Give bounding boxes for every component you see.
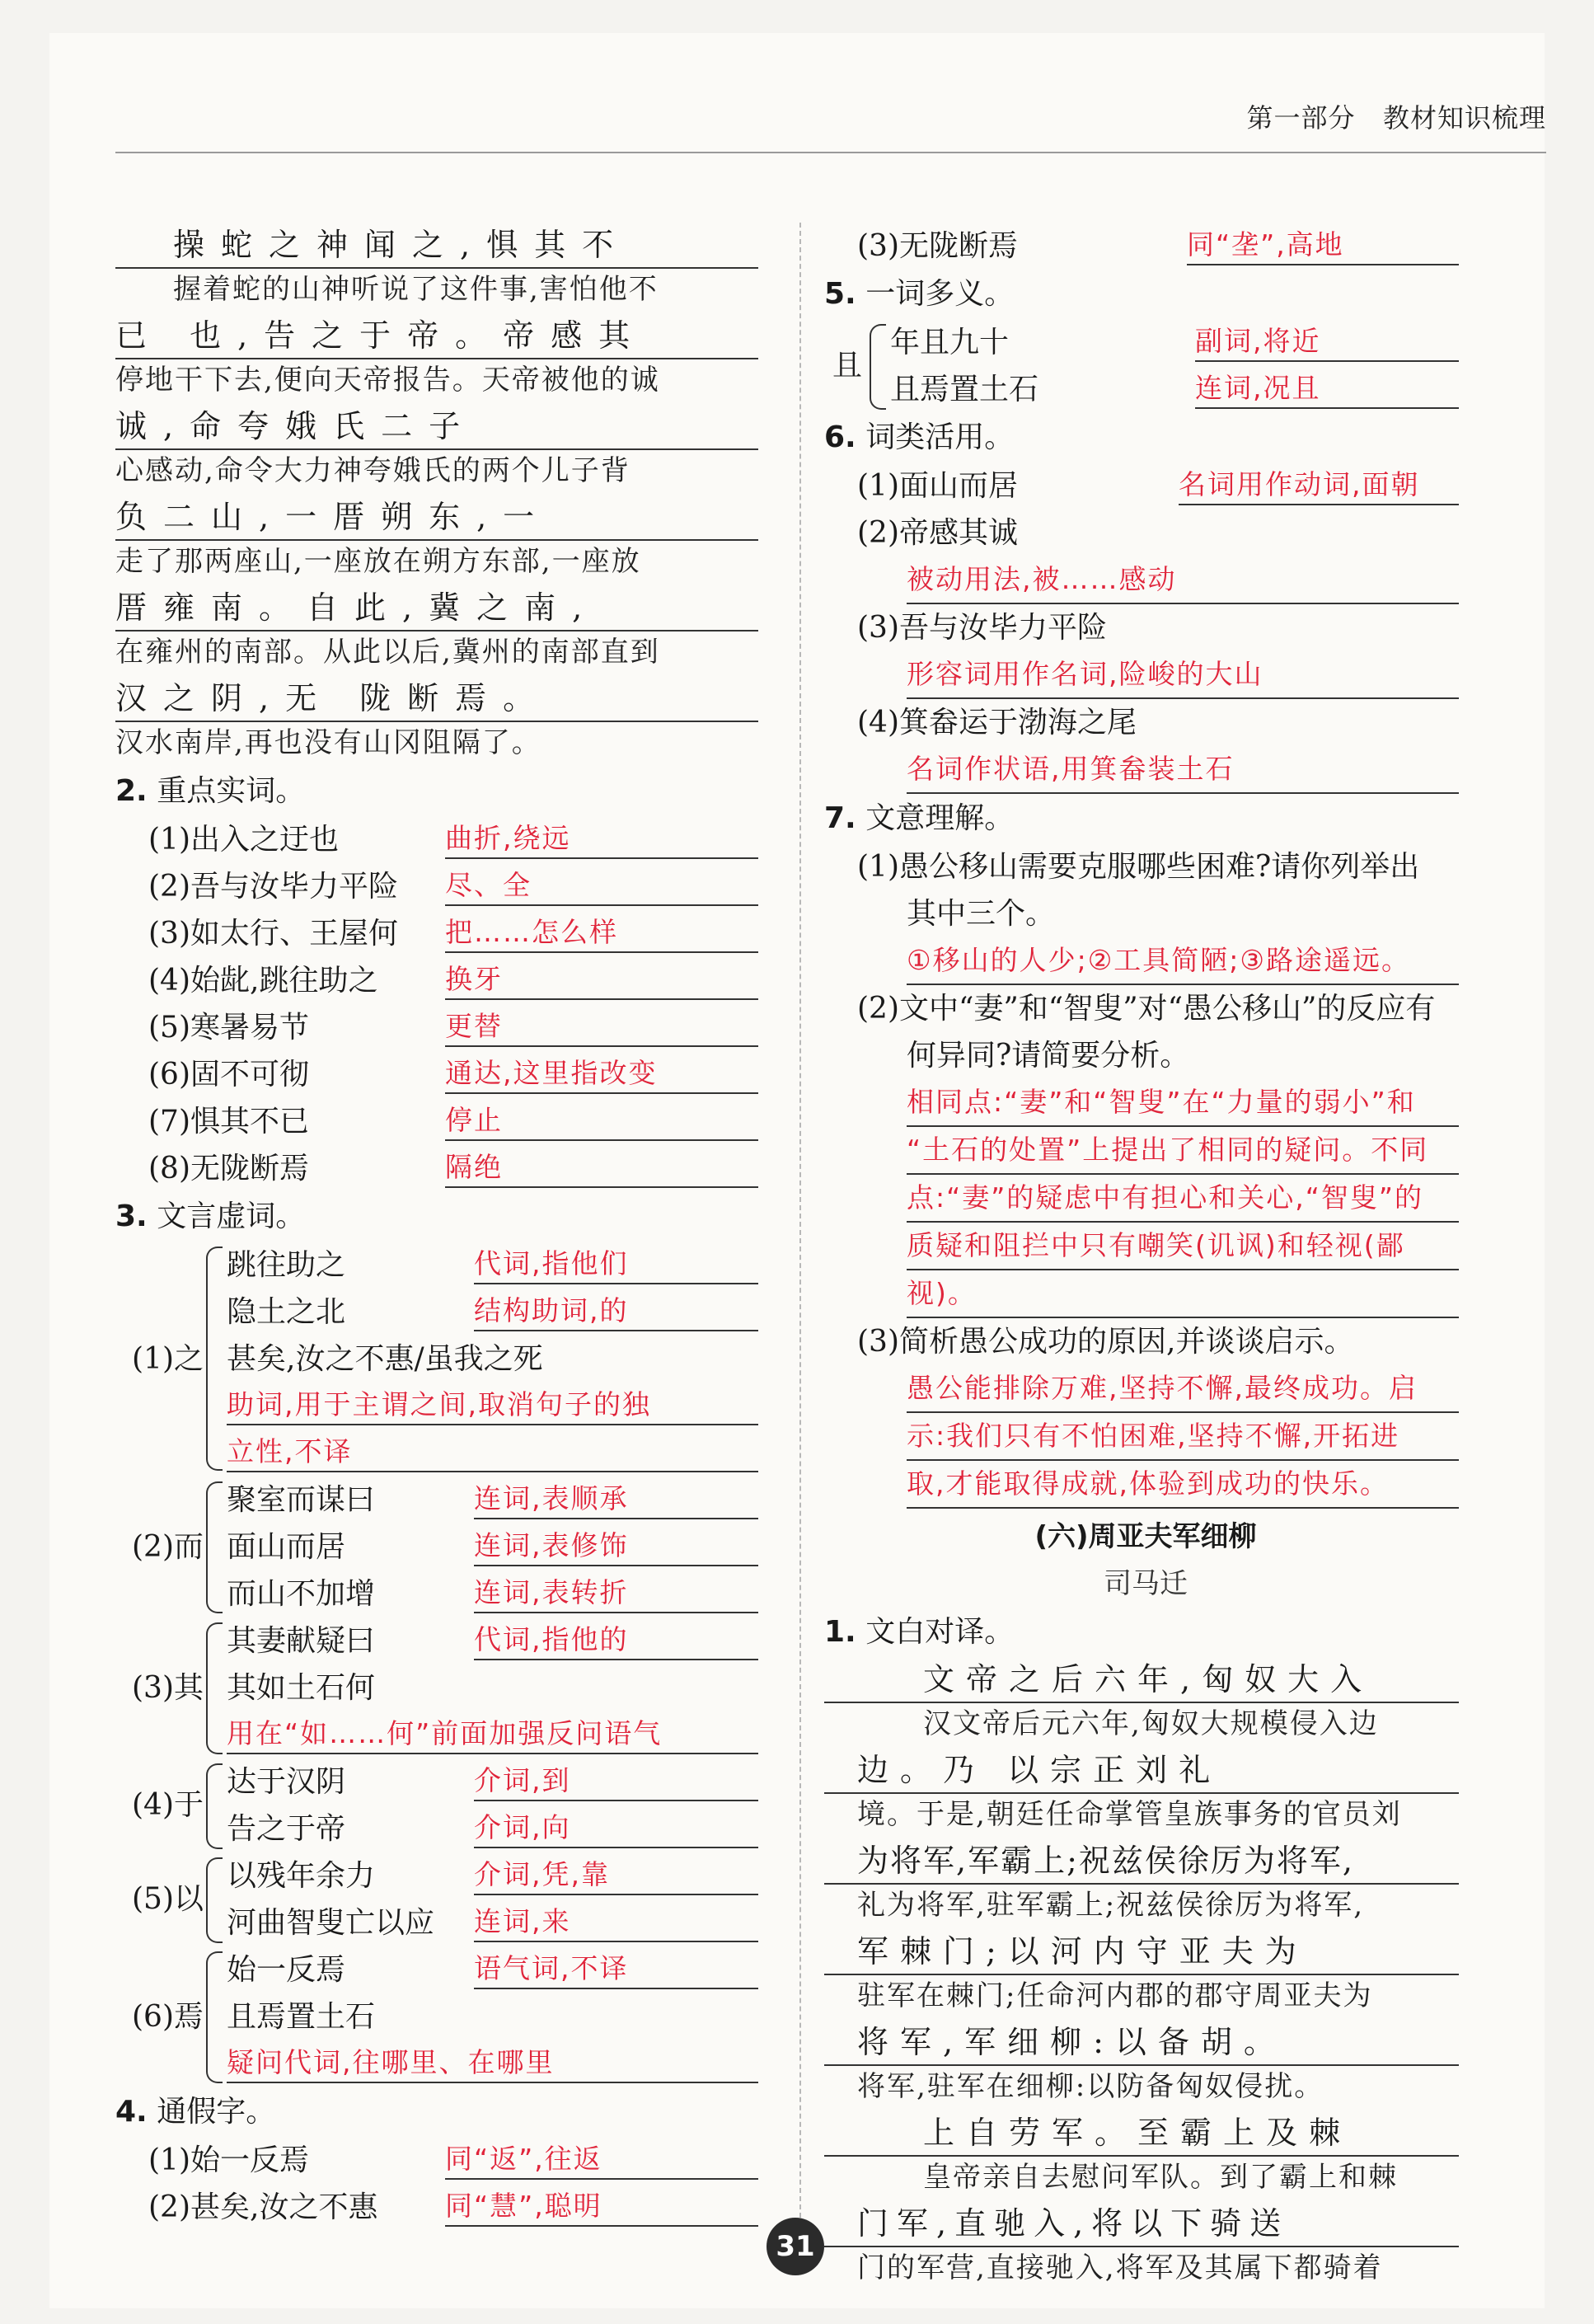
answer-line: 介词,到 bbox=[474, 1758, 758, 1801]
group-row bbox=[227, 1617, 767, 1664]
section-number: 2. bbox=[115, 774, 148, 808]
answer-line: 助词,用于主谓之间,取消句子的独 bbox=[227, 1383, 758, 1425]
question-text: (1)出入之迂也 bbox=[148, 823, 339, 857]
section-number: 3. bbox=[115, 1200, 148, 1233]
question-text: (1)面山而居 bbox=[857, 469, 1018, 503]
answer-line: 疑问代词,往哪里、在哪里 bbox=[227, 2040, 758, 2083]
brace bbox=[206, 1481, 223, 1613]
answer-line: 连词,表顺承 bbox=[474, 1477, 758, 1519]
answer-line: 用在“如……何”前面加强反问语气 bbox=[227, 1711, 758, 1754]
passage-original-line: 负二山,一厝朔东,一 bbox=[115, 495, 758, 541]
answer-line: 视)。 bbox=[907, 1270, 1459, 1318]
group-row bbox=[227, 1711, 767, 1758]
passage-original-line: 上自劳军。至霸上及棘 bbox=[824, 2110, 1459, 2157]
passage-translation-line: 汉文帝后元六年,匈奴大规模侵入边 bbox=[923, 1707, 1379, 1740]
brace bbox=[206, 1857, 223, 1943]
answer-line: 示:我们只有不怕困难,坚持不懈,开拓进 bbox=[907, 1413, 1459, 1461]
header-rule bbox=[115, 152, 1546, 153]
question-text: (3)如太行、王屋何 bbox=[148, 917, 398, 951]
brace bbox=[206, 1622, 223, 1754]
answer-line: 名词作状语,用箕畚装土石 bbox=[907, 746, 1459, 794]
question-text: 聚室而谋曰 bbox=[227, 1483, 376, 1517]
list-item bbox=[115, 1098, 767, 1145]
answer-line: 名词用作动词,面朝 bbox=[1179, 462, 1459, 505]
list-item bbox=[115, 957, 767, 1004]
question-text: 告之于帝 bbox=[227, 1812, 346, 1846]
group-row bbox=[227, 1805, 767, 1852]
function-word-group bbox=[132, 1852, 767, 1946]
question-text: (3)简析愚公成功的原因,并谈谈启示。 bbox=[857, 1325, 1354, 1359]
question-text: 何异同?请简要分析。 bbox=[907, 1039, 1190, 1073]
group-label: (5)以 bbox=[132, 1882, 204, 1916]
passage-translation-line: 在雍州的南部。从此以后,冀州的南部直到 bbox=[115, 636, 660, 669]
right-column bbox=[824, 223, 1467, 2292]
question-text: (1)愚公移山需要克服哪些困难?请你列举出 bbox=[857, 850, 1420, 884]
answer-line: 语气词,不译 bbox=[474, 1946, 758, 1989]
group-row bbox=[227, 1242, 767, 1289]
question-text: (8)无陇断焉 bbox=[148, 1152, 309, 1185]
answer-line: 副词,将近 bbox=[1195, 319, 1459, 362]
column-divider bbox=[799, 223, 801, 2218]
answer-line: 介词,向 bbox=[474, 1805, 758, 1848]
passage-translation-line: 门的军营,直接驰入,将军及其属下都骑着 bbox=[857, 2251, 1383, 2284]
passage-translation-line: 走了那两座山,一座放在朔方东部,一座放 bbox=[115, 545, 641, 578]
section-title: 文白对译。 bbox=[865, 1615, 1015, 1649]
section-number: 4. bbox=[115, 2095, 148, 2129]
answer-line: 立性,不译 bbox=[227, 1430, 758, 1472]
section-heading bbox=[824, 1608, 1467, 1657]
group-row bbox=[227, 1524, 767, 1570]
section-title: 重点实词。 bbox=[157, 774, 306, 808]
section-title: 文言虚词。 bbox=[157, 1200, 306, 1233]
answer-line: 隔绝 bbox=[445, 1145, 758, 1188]
brace bbox=[206, 1763, 223, 1849]
answer-line: 连词,况且 bbox=[1195, 366, 1459, 409]
question-text: (1)始一反焉 bbox=[148, 2143, 309, 2177]
header-title: 教材知识梳理 bbox=[1382, 102, 1546, 134]
answer-line: 通达,这里指改变 bbox=[445, 1051, 758, 1094]
question-text: (4)箕畚运于渤海之尾 bbox=[857, 706, 1137, 739]
group-row bbox=[227, 1993, 767, 2040]
question-text: 达于汉阴 bbox=[227, 1765, 346, 1799]
passage-block bbox=[115, 223, 767, 767]
section-heading bbox=[824, 794, 1467, 843]
answer-line: 愚公能排除万难,坚持不懈,最终成功。启 bbox=[907, 1365, 1459, 1413]
answer-line: 同“慧”,聪明 bbox=[445, 2184, 758, 2227]
brace bbox=[206, 1247, 223, 1471]
answer-line: 换牙 bbox=[445, 957, 758, 1000]
passage-original-line: 操蛇之神闻之,惧其不 bbox=[115, 223, 758, 269]
section-heading bbox=[115, 2087, 767, 2137]
section-title: 通假字。 bbox=[157, 2095, 276, 2129]
question-text: 以残年余力 bbox=[227, 1859, 376, 1893]
section-heading bbox=[824, 413, 1467, 462]
translation-passage bbox=[824, 1657, 1467, 2292]
question-text: (2)帝感其诚 bbox=[857, 516, 1018, 550]
answer-line: 结构助词,的 bbox=[474, 1289, 758, 1331]
group-row bbox=[890, 319, 1467, 366]
question-text: (2)文中“妻”和“智叟”对“愚公移山”的反应有 bbox=[857, 992, 1436, 1026]
group-row bbox=[227, 2040, 767, 2087]
list-item bbox=[824, 462, 1467, 509]
section-number: 1. bbox=[824, 1615, 856, 1649]
answer-line: 形容词用作名词,险峻的大山 bbox=[907, 651, 1459, 699]
group-row bbox=[227, 1289, 767, 1336]
passage-translation-line: 皇帝亲自去慰问军队。到了霸上和棘 bbox=[923, 2161, 1398, 2194]
function-word-group bbox=[132, 1946, 767, 2087]
list-item bbox=[115, 1145, 767, 1192]
key-words-list bbox=[115, 816, 767, 1192]
group-row bbox=[227, 1383, 767, 1430]
page-header bbox=[1246, 97, 1546, 135]
brace bbox=[870, 324, 886, 410]
passage-original-line: 文帝之后六年,匈奴大入 bbox=[824, 1657, 1459, 1703]
group-label: (2)而 bbox=[132, 1530, 204, 1564]
passage-original-line: 将军,军细柳:以备胡。 bbox=[824, 2020, 1459, 2066]
question-text: 跳往助之 bbox=[227, 1248, 346, 1282]
question-text: (2)甚矣,汝之不惠 bbox=[148, 2190, 378, 2224]
passage-original-line: 边。乃 以宗正刘礼 bbox=[824, 1748, 1459, 1794]
answer-line: 把……怎么样 bbox=[445, 910, 758, 953]
header-part: 第一部分 bbox=[1246, 102, 1356, 134]
section-number: 5. bbox=[824, 277, 856, 311]
group-row bbox=[227, 1430, 767, 1477]
list-item bbox=[115, 910, 767, 957]
passage-original-line: 诚,命夸娥氏二子 bbox=[115, 404, 758, 450]
answer-line: 点:“妻”的疑虑中有担心和关心,“智叟”的 bbox=[907, 1175, 1459, 1223]
section-heading bbox=[115, 767, 767, 816]
answer-line: 停止 bbox=[445, 1098, 758, 1141]
section-title: 文意理解。 bbox=[865, 801, 1015, 835]
section-number: 6. bbox=[824, 420, 856, 454]
passage-original-line: 门军,直驰入,将以下骑送 bbox=[824, 2201, 1459, 2247]
group-row bbox=[227, 1477, 767, 1524]
question-text: (4)始龀,跳往助之 bbox=[148, 964, 378, 998]
question-text: (3)无陇断焉 bbox=[857, 229, 1018, 263]
question-text: 年且九十 bbox=[890, 326, 1010, 359]
passage-translation-line: 礼为将军,驻军霸上;祝兹侯徐厉为将军, bbox=[857, 1889, 1365, 1922]
answer-line: 同“垄”,高地 bbox=[1187, 223, 1459, 265]
passage-original-line: 军棘门;以河内守亚夫为 bbox=[824, 1929, 1459, 1975]
list-item bbox=[115, 863, 767, 910]
question-text: (3)吾与汝毕力平险 bbox=[857, 611, 1107, 645]
group-row bbox=[227, 1852, 767, 1899]
question-text: 隐土之北 bbox=[227, 1295, 346, 1329]
function-word-group bbox=[132, 1617, 767, 1758]
passage-translation-line: 境。于是,朝廷任命掌管皇族事务的官员刘 bbox=[857, 1798, 1402, 1831]
question-text: 其妻献疑曰 bbox=[227, 1624, 376, 1658]
group-label: 且 bbox=[832, 349, 863, 383]
question-text: 而山不加增 bbox=[227, 1577, 376, 1611]
group-label: (4)于 bbox=[132, 1788, 204, 1822]
answer-line: 曲折,绕远 bbox=[445, 816, 758, 859]
question-text: 甚矣,汝之不惠/虽我之死 bbox=[227, 1342, 543, 1376]
function-word-group bbox=[132, 1242, 767, 1477]
answer-line: 被动用法,被……感动 bbox=[907, 556, 1459, 604]
section-heading bbox=[824, 270, 1467, 319]
passage-translation-line: 汉水南岸,再也没有山冈阻隔了。 bbox=[115, 726, 541, 759]
passage-translation-line: 驻军在棘门;任命河内郡的郡守周亚夫为 bbox=[857, 1979, 1373, 2012]
question-text: (2)吾与汝毕力平险 bbox=[148, 870, 398, 904]
group-row bbox=[227, 1758, 767, 1805]
polysemy-group bbox=[832, 319, 1467, 413]
list-item bbox=[115, 1004, 767, 1051]
answer-line: 同“返”,往返 bbox=[445, 2137, 758, 2180]
left-column bbox=[115, 223, 767, 2231]
lesson-author: 司马迁 bbox=[1104, 1567, 1188, 1600]
group-row bbox=[227, 1570, 767, 1617]
passage-translation-line: 握着蛇的山神听说了这件事,害怕他不 bbox=[173, 273, 659, 306]
answer-line: 相同点:“妻”和“智叟”在“力量的弱小”和 bbox=[907, 1079, 1459, 1127]
question-text: 其中三个。 bbox=[907, 897, 1056, 931]
answer-line: 取,才能取得成就,体验到成功的快乐。 bbox=[907, 1461, 1459, 1509]
answer-line: 连词,来 bbox=[474, 1899, 758, 1942]
group-label: (1)之 bbox=[132, 1342, 204, 1376]
question-text: 面山而居 bbox=[227, 1530, 346, 1564]
answer-line: 更替 bbox=[445, 1004, 758, 1047]
question-text: 且焉置土石 bbox=[890, 373, 1039, 406]
group-label: (6)焉 bbox=[132, 2000, 204, 2034]
section-title: 一词多义。 bbox=[865, 277, 1015, 311]
question-text: (6)固不可彻 bbox=[148, 1058, 309, 1092]
passage-original-line: 厝雍南。自此,冀之南, bbox=[115, 585, 758, 631]
list-item bbox=[115, 2137, 767, 2184]
section-heading bbox=[115, 1192, 767, 1242]
passage-translation-line: 停地干下去,便向天帝报告。天帝被他的诚 bbox=[115, 364, 660, 397]
answer-line: 尽、全 bbox=[445, 863, 758, 906]
passage-translation-line: 心感动,命令大力神夸娥氏的两个儿子背 bbox=[115, 454, 631, 487]
list-item bbox=[115, 816, 767, 863]
section-title: 词类活用。 bbox=[865, 420, 1015, 454]
group-row bbox=[227, 1946, 767, 1993]
group-row bbox=[890, 366, 1467, 413]
page-number: 31 bbox=[767, 2218, 824, 2275]
answer-line: 代词,指他的 bbox=[474, 1617, 758, 1660]
list-item bbox=[824, 223, 1467, 270]
list-item bbox=[115, 1051, 767, 1098]
group-row bbox=[227, 1664, 767, 1711]
section-number: 7. bbox=[824, 801, 856, 835]
group-row bbox=[227, 1336, 767, 1383]
answer-line: “土石的处置”上提出了相同的疑问。不同 bbox=[907, 1127, 1459, 1175]
passage-translation-line: 将军,驻军在细柳:以防备匈奴侵扰。 bbox=[857, 2070, 1324, 2103]
list-item bbox=[115, 2184, 767, 2231]
question-text: (7)惧其不已 bbox=[148, 1105, 309, 1139]
answer-line: 连词,表转折 bbox=[474, 1570, 758, 1613]
question-text: 河曲智叟亡以应 bbox=[227, 1906, 435, 1940]
question-text: 且焉置土石 bbox=[227, 2000, 376, 2034]
question-text: 其如土石何 bbox=[227, 1671, 376, 1705]
question-text: (5)寒暑易节 bbox=[148, 1011, 309, 1045]
group-label: (3)其 bbox=[132, 1671, 204, 1705]
lesson-title: (六)周亚夫军细柳 bbox=[1034, 1520, 1257, 1553]
function-word-group bbox=[132, 1477, 767, 1617]
question-text: 始一反焉 bbox=[227, 1953, 346, 1987]
passage-original-line: 为将军,军霸上;祝兹侯徐厉为将军, bbox=[824, 1838, 1459, 1885]
answer-line: 介词,凭,靠 bbox=[474, 1852, 758, 1895]
passage-original-line: 汉之阴,无 陇断焉。 bbox=[115, 676, 758, 722]
function-word-group bbox=[132, 1758, 767, 1852]
answer-line: ①移山的人少;②工具简陋;③路途遥远。 bbox=[907, 937, 1459, 985]
answer-line: 代词,指他们 bbox=[474, 1242, 758, 1284]
group-row bbox=[227, 1899, 767, 1946]
answer-line: 连词,表修饰 bbox=[474, 1524, 758, 1566]
brace bbox=[206, 1951, 223, 2083]
answer-line: 质疑和阻拦中只有嘲笑(讥讽)和轻视(鄙 bbox=[907, 1223, 1459, 1270]
passage-original-line: 已 也,告之于帝。帝感其 bbox=[115, 313, 758, 359]
